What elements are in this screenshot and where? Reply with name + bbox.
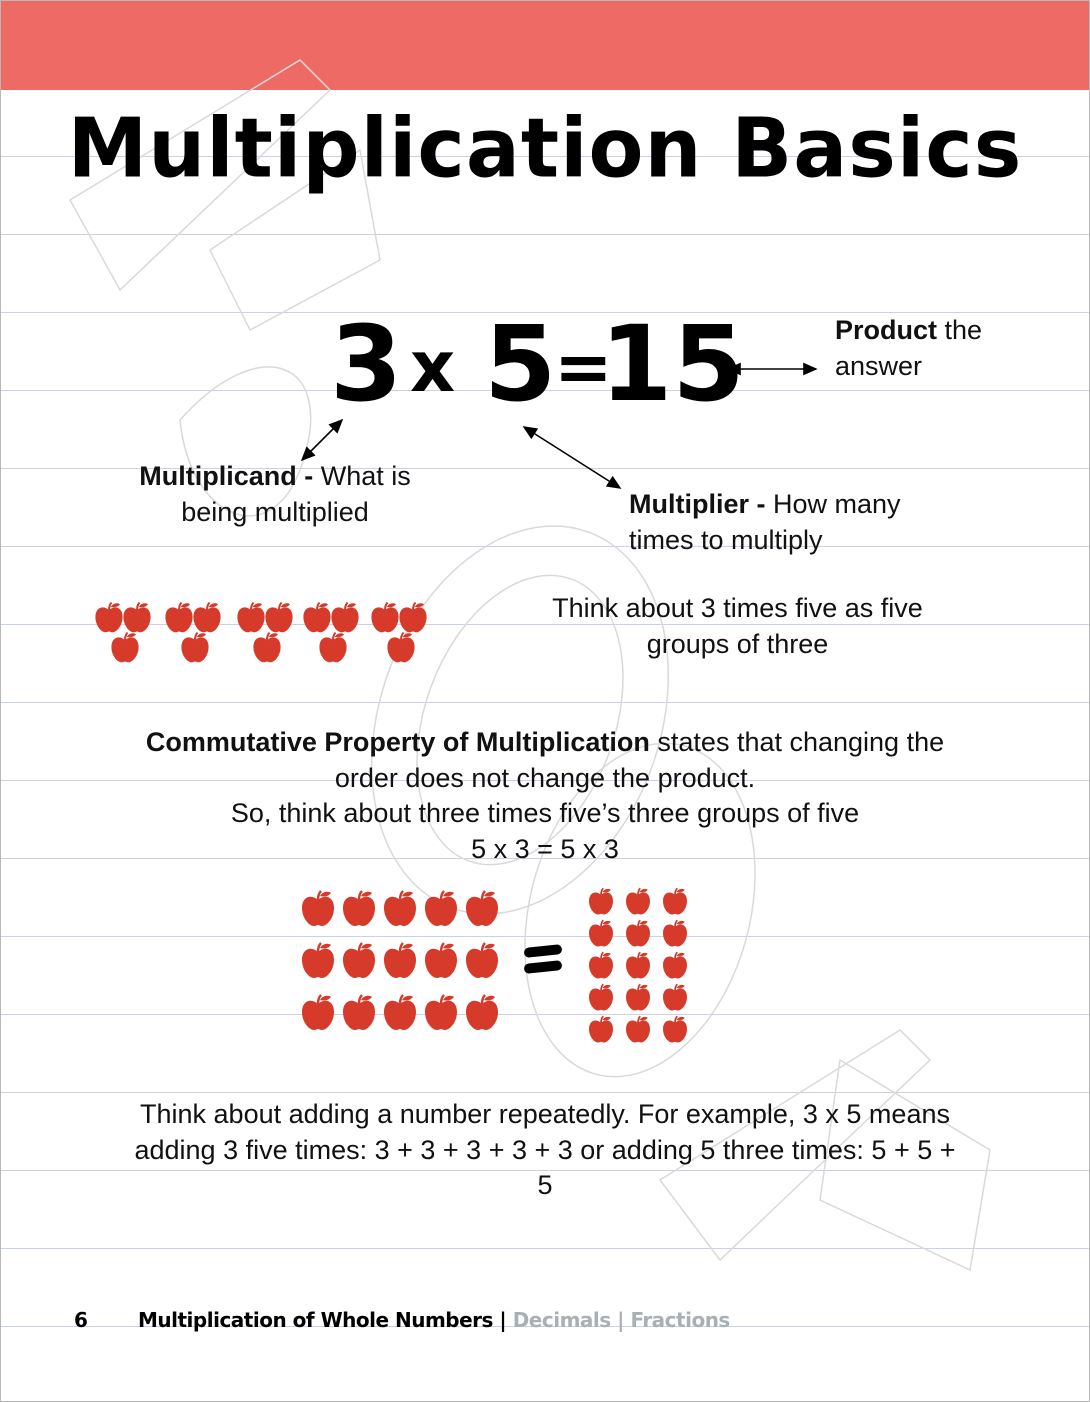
page-title: Multiplication Basics — [67, 101, 1023, 196]
product-rest: the — [937, 315, 983, 345]
groups-explanation — [505, 590, 970, 662]
apple-icon — [421, 940, 461, 980]
apple-icon — [421, 992, 461, 1032]
apple-icon — [339, 940, 379, 980]
apple-icon — [380, 888, 420, 928]
apple-icon — [660, 950, 690, 980]
apple-icon — [462, 992, 502, 1032]
apple-icon — [316, 630, 350, 664]
apple-icon — [462, 940, 502, 980]
footer-separator: | — [499, 1308, 507, 1332]
apple-icon — [421, 888, 461, 928]
apple-icon — [586, 918, 616, 948]
product-definition: answer — [835, 351, 923, 381]
footer-series: Multiplication of — [138, 1308, 315, 1332]
commutative-paragraph — [0, 725, 1090, 867]
apple-icon — [262, 600, 296, 634]
apple-icon — [660, 886, 690, 916]
commutative-line-2: order does not change the product. — [334, 762, 756, 793]
multiplier-definition: times to multiply — [629, 525, 823, 555]
repeated-line-1: Think about adding a number repeatedly. For example, 3 x 5 means — [140, 1099, 950, 1129]
apple-icon — [250, 630, 284, 664]
equation-product: 15 — [600, 303, 745, 425]
apple-icon — [298, 992, 338, 1032]
product-term: Product — [835, 315, 938, 345]
apple-icon — [298, 888, 338, 928]
apple-icon — [623, 950, 653, 980]
apple-icon — [120, 600, 154, 634]
commutative-line-3: So, think about three times five’s three groups of five — [230, 798, 860, 828]
apple-icon — [298, 940, 338, 980]
apple-icon — [339, 888, 379, 928]
apple-icon — [586, 982, 616, 1012]
footer-current: Whole Numbers — [320, 1308, 493, 1332]
apple-icon — [190, 600, 224, 634]
equation-multiplier: 5 — [484, 303, 557, 425]
apple-icon — [660, 1014, 690, 1044]
apple-group — [368, 600, 436, 662]
apple-icon — [380, 940, 420, 980]
equation-equals-sign: = — [554, 326, 613, 408]
apple-icon — [623, 886, 653, 916]
multiplier-rest: How many — [765, 489, 901, 519]
apple-icon — [328, 600, 362, 634]
apple-icon — [623, 982, 653, 1012]
multiplicand-definition: being multiplied — [181, 497, 369, 527]
multiplier-label — [629, 486, 901, 558]
commutative-line-4: 5 x 3 = 5 x 3 — [471, 833, 619, 864]
apple-icon — [380, 992, 420, 1032]
apple-icon — [384, 630, 418, 664]
repeated-line-2: adding 3 five times: 3 + 3 + 3 + 3 + 3 or adding 5 three times: 5 + 5 + — [134, 1134, 956, 1165]
multiplier-arrow — [524, 427, 620, 488]
groups-line-2: groups of three — [646, 629, 829, 659]
commutative-term: Commutative Property of Multiplication — [145, 727, 650, 757]
apple-group — [300, 600, 368, 662]
repeated-addition-paragraph — [0, 1097, 1090, 1204]
apple-group — [234, 600, 302, 662]
apple-group — [162, 600, 230, 662]
apple-icon — [178, 630, 212, 664]
footer-breadcrumb — [138, 1308, 730, 1338]
apple-icon — [586, 886, 616, 916]
apple-icon — [586, 950, 616, 980]
multiplicand-rest: What is — [313, 461, 411, 491]
footer-link-decimals[interactable]: Decimals — [512, 1308, 611, 1332]
apple-group — [92, 600, 160, 662]
apple-icon — [339, 992, 379, 1032]
multiplier-term: Multiplier - — [629, 489, 766, 519]
footer-link-fractions[interactable]: Fractions — [630, 1308, 730, 1332]
footer-separator: | — [617, 1308, 624, 1332]
multiplicand-term: Multiplicand - — [139, 461, 314, 491]
apple-icon — [396, 600, 430, 634]
apple-icon — [660, 982, 690, 1012]
repeated-line-3: 5 — [537, 1170, 553, 1200]
apple-icon — [108, 630, 142, 664]
page-number: 6 — [74, 1308, 88, 1332]
product-label — [835, 312, 982, 384]
multiplicand-label — [110, 458, 440, 530]
multiplicand-arrow — [302, 420, 342, 460]
apple-icon — [660, 918, 690, 948]
equals-icon — [524, 944, 562, 974]
equation-times-sign: x — [410, 326, 456, 408]
apple-icon — [586, 1014, 616, 1044]
equation-multiplicand: 3 — [330, 303, 403, 425]
apple-icon — [623, 1014, 653, 1044]
apple-icon — [623, 918, 653, 948]
commutative-rest: states that changing the — [649, 727, 945, 757]
groups-line-1: Think about 3 times five as five — [552, 593, 923, 623]
apple-icon — [462, 888, 502, 928]
